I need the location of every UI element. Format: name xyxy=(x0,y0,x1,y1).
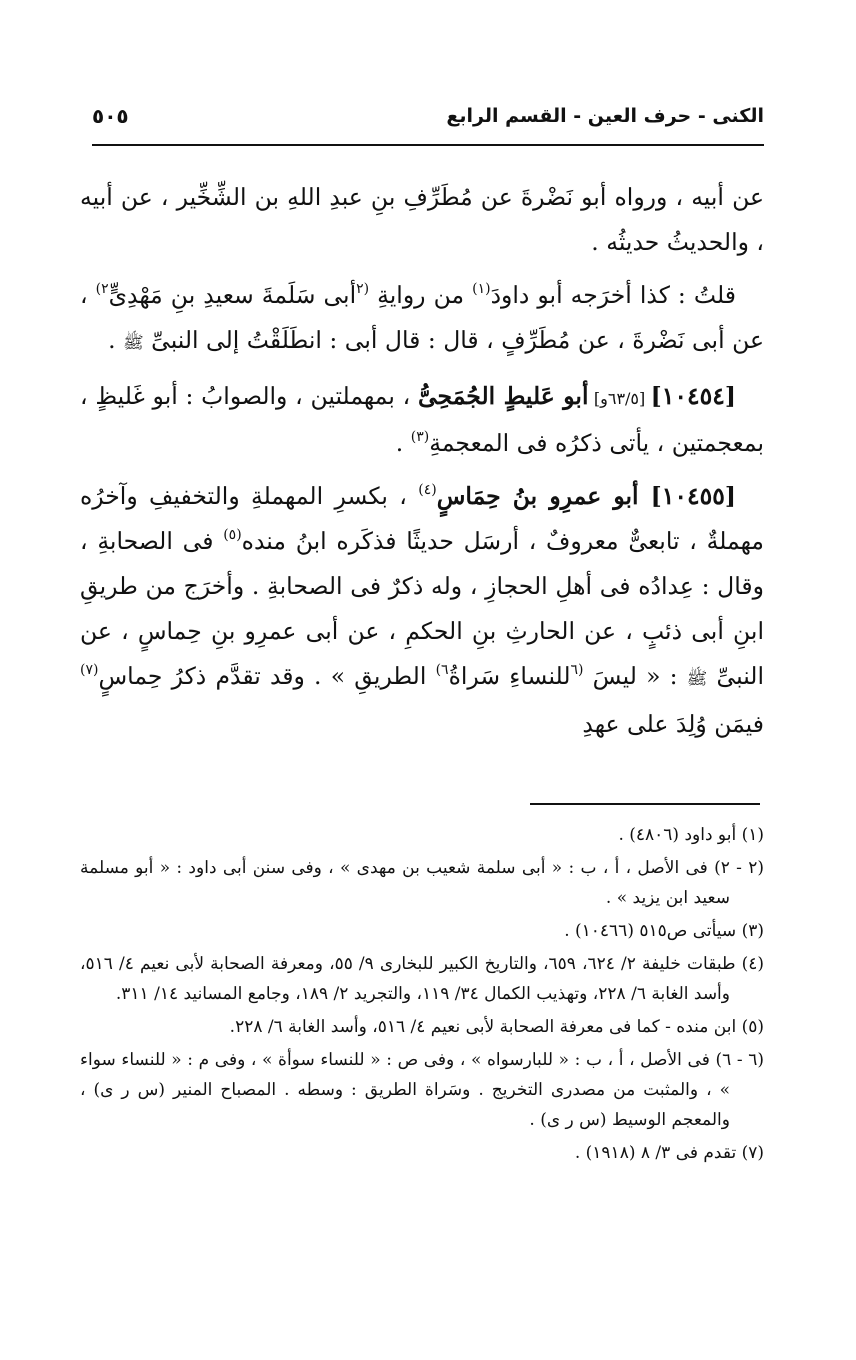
footnote-separator xyxy=(530,803,760,805)
text-run: : « ليسَ xyxy=(583,662,687,690)
text-run: ، بمهملتين ، والصوابُ : أبو غَليظٍ ، بمعجمتين ، يأتى ذكرُه فى المعجمةِ xyxy=(80,382,764,457)
footnote-6: (٦ - ٦) فى الأصل ، أ ، ب : « للبارسواه » ، وفى ص : « للنساء سوأة » ، وفى م : « للنساء سواء » ، والمثبت من مصدرى التخريج . وسَراة الطريق : وسطه . المصباح المنير (س ر ى) ، والمعجم الوسيط (س ر ى) . xyxy=(80,1050,764,1130)
footnote-3: (٣) سيأتى ص٥١٥ (١٠٤٦٦) . xyxy=(564,921,764,941)
footnote-ref-2-close[interactable]: ٢) xyxy=(95,281,109,297)
page-number: ٥٠٥ xyxy=(92,104,129,128)
text-run: فى الصحابةِ ، وقال : عِدادُه فى أهلِ الحجازِ ، وله ذكرٌ فى الصحابةِ . وأخرَج من طريقِ ابنِ أبى ذئبٍ ، عن الحارثِ بنِ الحكمِ ، عن أبى عمرِو بنِ حِماسٍ ، عن النبىِّ xyxy=(80,527,764,690)
paragraph-continuation: عن أبيه ، ورواه أبو نَضْرةَ عن مُطَرِّفِ بنِ عبدِ اللهِ بن الشِّخِّير ، عن أبيه ، والحديثُ حديثُه . xyxy=(80,183,764,256)
entry-number: [١٠٤٥٤] xyxy=(650,382,736,410)
footnote-5: (٥) ابن منده - كما فى معرفة الصحابة لأبى نعيم ٤/ ٥١٦، وأسد الغابة ٦/ ٢٢٨. xyxy=(229,1017,764,1037)
text-run: فيمَن وُلِدَ على عهدِ xyxy=(582,710,764,738)
text-run: ، بكسرِ المهملةِ والتخفيفِ وآخرُه مهملةٌ ، تابعىٌّ معروفٌ ، أرسَل حديثًا فذكَره ابنُ منده xyxy=(80,482,765,555)
footnote-ref-6-open[interactable]: (٦ xyxy=(570,662,584,678)
paragraph-note xyxy=(80,273,764,366)
text-run: . xyxy=(395,429,411,457)
salutation-symbol: ﷺ xyxy=(686,669,708,689)
entry-10455 xyxy=(80,474,764,747)
entry-10454 xyxy=(80,374,764,466)
text-run: . xyxy=(108,326,124,354)
manuscript-reference: [٦٣/٥و] xyxy=(588,389,651,408)
footnote-2: (٢ - ٢) فى الأصل ، أ ، ب : « أبى سلمة شعيب بن مهدى » ، وفى سنن أبى داود : « أبو مسلمة سعيد ابن يزيد » . xyxy=(80,858,764,908)
footnote-ref-4[interactable]: (٤) xyxy=(418,482,437,498)
entry-number: [١٠٤٥٥] xyxy=(650,482,736,510)
running-head: الكنى - حرف العين - القسم الرابع xyxy=(446,105,764,127)
text-run: من روايةِ xyxy=(369,281,473,309)
footnote-7: (٧) تقدم فى ٣/ ٨ (١٩١٨) . xyxy=(574,1143,764,1163)
page-header xyxy=(92,98,764,134)
entry-name: أبو عَليطٍ الجُمَحِىُّ xyxy=(417,382,589,410)
text-run: ، عن أبى نَضْرةَ ، عن مُطَرِّفٍ ، قال : قال أبى : انطَلَقْتُ إلى النبىِّ xyxy=(80,281,764,354)
footnote-ref-6-close[interactable]: ٦) xyxy=(435,662,449,678)
footnote-1: (١) أبو داود (٤٨٠٦) . xyxy=(618,825,764,845)
text-run: للنساءِ سَراةُ xyxy=(448,662,571,690)
footnote-ref-1[interactable]: (١) xyxy=(472,281,491,297)
footnote-4: (٤) طبقات خليفة ٢/ ٦٢٤، ٦٥٩، والتاريخ الكبير للبخارى ٩/ ٥٥، ومعرفة الصحابة لأبى نعيم ٤/ ٥١٦، وأسد الغابة ٦/ ٢٢٨، وتهذيب الكمال ٣٤/ ١١٩، والتجريد ٢/ ١٨٩، وجامع المسانيد ١٤/ ٣١١. xyxy=(80,954,764,1004)
footnote-ref-2-open[interactable]: (٢ xyxy=(356,281,370,297)
footnote-ref-7[interactable]: (٧) xyxy=(80,662,99,678)
main-text xyxy=(80,175,764,755)
text-run: قلتُ : كذا أخرَجه أبو داودَ xyxy=(490,281,736,309)
footnote-ref-3[interactable]: (٣) xyxy=(410,429,430,445)
salutation-symbol: ﷺ xyxy=(123,333,144,353)
header-rule xyxy=(92,144,764,146)
text-run: أبى سَلَمةَ سعيدِ بنِ مَهْدِىٍّ xyxy=(108,281,357,309)
footnotes xyxy=(80,820,764,1171)
entry-name: أبو عمرِو بنُ حِمَاسٍ xyxy=(436,482,651,510)
footnote-ref-5[interactable]: (٥) xyxy=(223,527,242,543)
text-run: الطريقِ » . وقد تقدَّم ذكرُ حِماسٍ xyxy=(98,662,436,690)
